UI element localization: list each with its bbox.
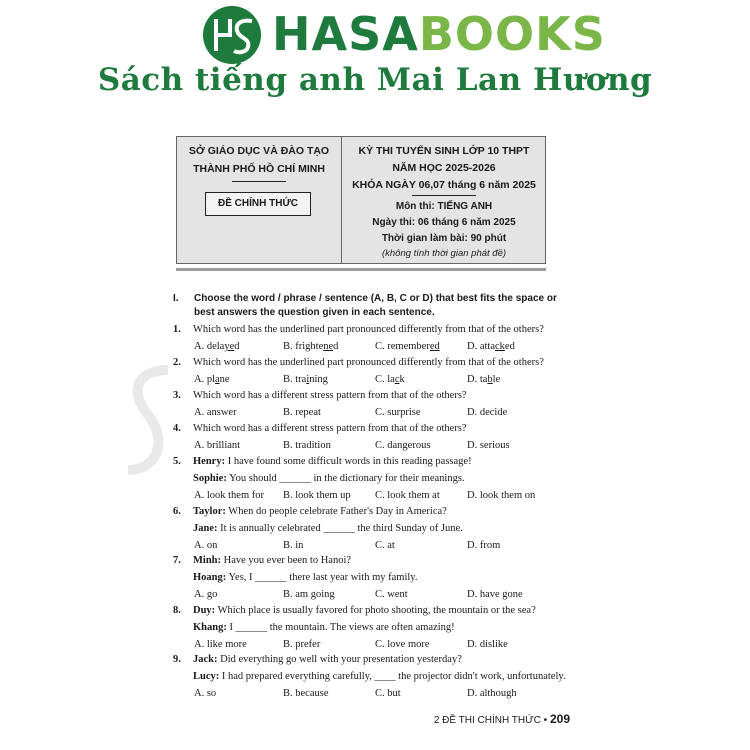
answer-option-b[interactable]: B. prefer (283, 639, 321, 650)
answer-option-a[interactable]: A. delayed (194, 341, 240, 352)
exam-info (342, 137, 546, 263)
underlined-part: i (306, 374, 310, 385)
footer-bullet: • (543, 715, 548, 726)
answer-option-c[interactable]: C. at (375, 540, 395, 551)
underlined-part: b (487, 374, 493, 385)
dialogue-text: You should ______ in the dictionary for their meanings. (226, 473, 465, 484)
speaker-name: Khang: (193, 622, 227, 633)
official-exam-label: ĐỀ CHÍNH THỨC (205, 192, 311, 216)
question-number: 2. (173, 357, 181, 368)
question-text: Which word has a different stress pattern from that of the others? (193, 390, 467, 401)
question-text-line (173, 324, 568, 335)
dialogue-text: It is annually celebrated ______ the third Sunday of June. (217, 523, 463, 534)
question-text: Which word has a different stress pattern from that of the others? (193, 423, 467, 434)
section-instruction-text: Choose the word / phrase / sentence (A, B, C or D) that best fits the space or best answers the question given in each sentence. (194, 293, 557, 318)
header-rule (176, 268, 546, 271)
dialogue-text: I ______ the mountain. The views are often amazing! (226, 622, 455, 633)
answer-option-c[interactable]: C. but (375, 688, 401, 699)
question-text-line (173, 390, 568, 401)
question-number: 6. (173, 506, 181, 517)
underlined-part: c (394, 374, 400, 385)
underlined-part: ed (429, 341, 440, 352)
answer-option-a[interactable]: A. answer (194, 407, 237, 418)
dialogue-line-1 (173, 506, 568, 517)
question-number: 8. (173, 605, 181, 616)
speaker-name: Hoang: (193, 572, 227, 583)
brand-name-books: BOOKS (418, 7, 606, 61)
answer-option-c[interactable]: C. love more (375, 639, 430, 650)
dialogue-line-2 (193, 473, 588, 484)
answer-option-c[interactable]: C. went (375, 589, 408, 600)
answer-option-d[interactable]: D. look them on (467, 490, 536, 501)
school-year: NĂM HỌC 2025-2026 (392, 162, 496, 174)
speaker-name: Duy: (193, 605, 216, 616)
speaker-name: Henry: (193, 456, 226, 467)
underlined-part: ye (224, 341, 235, 352)
exam-session: KHÓA NGÀY 06,07 tháng 6 năm 2025 (352, 179, 536, 191)
exam-info-underline (412, 195, 476, 196)
answer-option-b[interactable]: B. am going (283, 589, 335, 600)
speaker-name: Taylor: (193, 506, 226, 517)
brand-tagline: Sách tiếng anh Mai Lan Hương (97, 62, 653, 98)
answer-option-a[interactable]: A. on (194, 540, 218, 551)
underlined-part: a (215, 374, 220, 385)
answer-option-c[interactable]: C. dangerous (375, 440, 431, 451)
answer-option-d[interactable]: D. have gone (467, 589, 523, 600)
exam-duration: Thời gian làm bài: 90 phút (381, 233, 507, 244)
speaker-name: Jane: (193, 523, 218, 534)
answer-option-c[interactable]: C. look them at (375, 490, 440, 501)
answer-option-d[interactable]: D. dislike (467, 639, 508, 650)
exam-duration-note: (không tính thời gian phát đề) (381, 248, 507, 259)
department-line-2: THÀNH PHỐ HỒ CHÍ MINH (193, 163, 325, 175)
question-number: 4. (173, 423, 181, 434)
dialogue-line-2 (193, 622, 588, 633)
section-number: I. (173, 293, 179, 304)
question-text: Which word has the underlined part pronounced differently from that of the others? (193, 324, 544, 335)
watermark-logo-icon (118, 360, 178, 480)
dialogue-line-1 (173, 654, 568, 665)
speaker-name: Jack: (193, 654, 218, 665)
answer-option-b[interactable]: B. in (283, 540, 304, 551)
answer-option-d[interactable]: D. although (467, 688, 517, 699)
question-number: 7. (173, 555, 181, 566)
answer-option-d[interactable]: D. from (467, 540, 501, 551)
brand-header (0, 0, 750, 110)
dialogue-line-1 (173, 555, 568, 566)
dialogue-line-1 (173, 456, 568, 467)
dialogue-text: I had prepared everything carefully, ____ the projector didn't work, unfortunately. (219, 671, 566, 682)
answer-option-d[interactable]: D. decide (467, 407, 508, 418)
answer-option-c[interactable]: C. surprise (375, 407, 421, 418)
answer-option-b[interactable]: B. frightened (283, 341, 339, 352)
answer-option-d[interactable]: D. table (467, 374, 501, 385)
dialogue-text: I have found some difficult words in this reading passage! (225, 456, 472, 467)
speaker-name: Sophie: (193, 473, 227, 484)
answer-option-a[interactable]: A. look them for (194, 490, 264, 501)
question-number: 3. (173, 390, 181, 401)
answer-option-b[interactable]: B. look them up (283, 490, 351, 501)
department-line-1: SỞ GIÁO DỤC VÀ ĐÀO TẠO (188, 145, 330, 157)
page-number: 209 (549, 712, 570, 726)
dialogue-text: Which place is usually favored for photo shooting, the mountain or the sea? (215, 605, 536, 616)
dialogue-line-2 (193, 671, 588, 682)
answer-option-c[interactable]: C. remembered (375, 341, 440, 352)
answer-option-b[interactable]: B. training (283, 374, 328, 385)
answer-option-c[interactable]: C. lack (375, 374, 405, 385)
answer-option-d[interactable]: D. serious (467, 440, 510, 451)
exam-title: KỲ THI TUYỂN SINH LỚP 10 THPT (358, 145, 530, 157)
dialogue-text: When do people celebrate Father's Day in America? (225, 506, 447, 517)
department-underline (232, 181, 286, 182)
question-number: 9. (173, 654, 181, 665)
speaker-name: Lucy: (193, 671, 220, 682)
page-footer (434, 712, 570, 726)
brand-name-hasa: HASA (272, 7, 419, 61)
brand-name (272, 6, 606, 62)
exam-header-box (176, 136, 546, 264)
exam-subject: Môn thi: TIẾNG ANH (395, 201, 493, 212)
answer-option-b[interactable]: B. because (283, 688, 329, 699)
answer-option-a[interactable]: A. plane (194, 374, 230, 385)
department-info (177, 137, 341, 263)
dialogue-line-2 (193, 572, 588, 583)
answer-option-b[interactable]: B. tradition (283, 440, 331, 451)
question-text-line (173, 357, 568, 368)
exam-date: Ngày thi: 06 tháng 6 năm 2025 (372, 217, 516, 228)
question-number: 5. (173, 456, 181, 467)
question-text-line (173, 423, 568, 434)
dialogue-text: Did everything go well with your presentation yesterday? (217, 654, 462, 665)
footer-label: 2 ĐỀ THI CHÍNH THỨC (433, 715, 541, 726)
underlined-part: ck (495, 341, 505, 352)
speaker-name: Minh: (193, 555, 222, 566)
dialogue-text: Have you ever been to Hanoi? (221, 555, 352, 566)
answer-option-d[interactable]: D. attacked (467, 341, 515, 352)
question-text: Which word has the underlined part pronounced differently from that of the others? (193, 357, 544, 368)
dialogue-line-2 (193, 523, 588, 534)
answer-option-a[interactable]: A. go (194, 589, 218, 600)
answer-option-b[interactable]: B. repeat (283, 407, 321, 418)
question-number: 1. (173, 324, 181, 335)
underlined-part: ne (323, 341, 334, 352)
answer-option-a[interactable]: A. brilliant (194, 440, 241, 451)
answer-option-a[interactable]: A. so (194, 688, 217, 699)
hasabooks-logo-icon (200, 5, 264, 65)
dialogue-line-1 (173, 605, 568, 616)
answer-option-a[interactable]: A. like more (194, 639, 247, 650)
dialogue-text: Yes, I ______ there last year with my family. (226, 572, 418, 583)
